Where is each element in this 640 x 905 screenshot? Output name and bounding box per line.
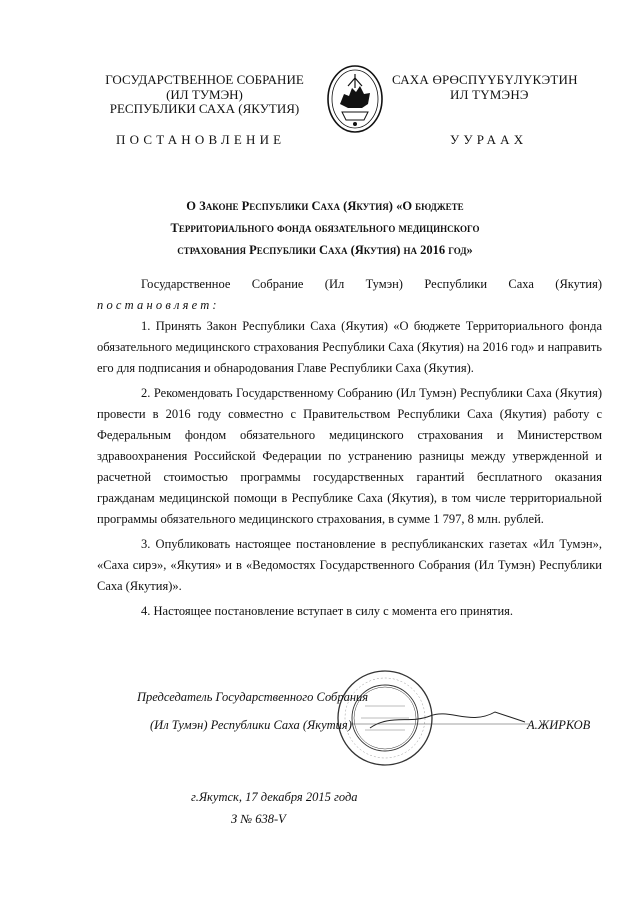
doc-kind-left: ПОСТАНОВЛЕНИЕ	[116, 132, 286, 147]
intro-paragraph: Государственное Собрание (Ил Тумэн) Республики Саха (Якутия)	[141, 277, 602, 291]
document-title	[130, 195, 520, 261]
doc-kind-right: УУРААХ	[450, 132, 528, 147]
signatory-name: А.ЖИРКОВ	[527, 718, 591, 732]
title-line2: Территориального фонда обязательного медицинского	[170, 221, 480, 235]
header-right-block	[392, 73, 622, 102]
handwritten-signature	[330, 704, 530, 734]
signatory-position-line1: Председатель Государственного Собрания	[137, 690, 369, 704]
paragraph-4: 4. Настоящее постановление вступает в силу с момента его принятия.	[141, 604, 514, 618]
header-right-line2: ИЛ ТҮМЭНЭ	[450, 86, 529, 102]
document-body	[97, 274, 602, 622]
title-line1: О Законе Республики Саха (Якутия) «О бюджете	[186, 199, 464, 213]
header-left-line2: (ИЛ ТУМЭН)	[166, 86, 243, 102]
paragraph-2: 2. Рекомендовать Государственному Собранию (Ил Тумэн) Республики Саха (Якутия) провести в 2016 году совместно с Правительством Республики Саха (Якутия) работу с Федеральным фондом обязательного медицинского страхования и Министерством здравоохранения Российской Федерации по устранению разницы между утвержденной и расчетной стоимостью программы государственных гарантий бесплатного оказания гражданам медицинской помощи в Республике Саха (Якутия), в том числе территориальной программы обязательного медицинского страхования, в сумме 1 797, 8 млн. рублей.	[97, 386, 602, 526]
paragraph-3: 3. Опубликовать настоящее постановление в республиканских газетах «Ил Тумэн», «Саха сирэ», «Якутия» и в «Ведомостях Государственного Собрания (Ил Тумэн) Республики Саха (Якутия)».	[97, 537, 602, 593]
signatory-position-line2: (Ил Тумэн) Республики Саха (Якутия)	[150, 718, 352, 732]
decrees-word: постановляет:	[97, 298, 220, 312]
title-line3: страхования Республики Саха (Якутия) на 2016 год»	[177, 243, 473, 257]
document-number: З № 638-V	[231, 812, 286, 826]
place-date: г.Якутск, 17 декабря 2015 года	[191, 790, 358, 804]
paragraph-1: 1. Принять Закон Республики Саха (Якутия) «О бюджете Территориального фонда обязательного медицинского страхования Республики Саха (Якутия) на 2016 год» и направить его для подписания и обнародования Главе Республики Саха (Якутия).	[97, 319, 602, 375]
coat-of-arms-icon	[326, 64, 384, 134]
header-left-block	[92, 73, 317, 117]
header-left-line3: РЕСПУБЛИКИ САХА (ЯКУТИЯ)	[109, 101, 300, 116]
header-right-line1: САХА ӨРӨСПҮҮБҮЛҮКЭТИН	[392, 72, 578, 87]
header-left-line1: ГОСУДАРСТВЕННОЕ СОБРАНИЕ	[105, 72, 304, 87]
